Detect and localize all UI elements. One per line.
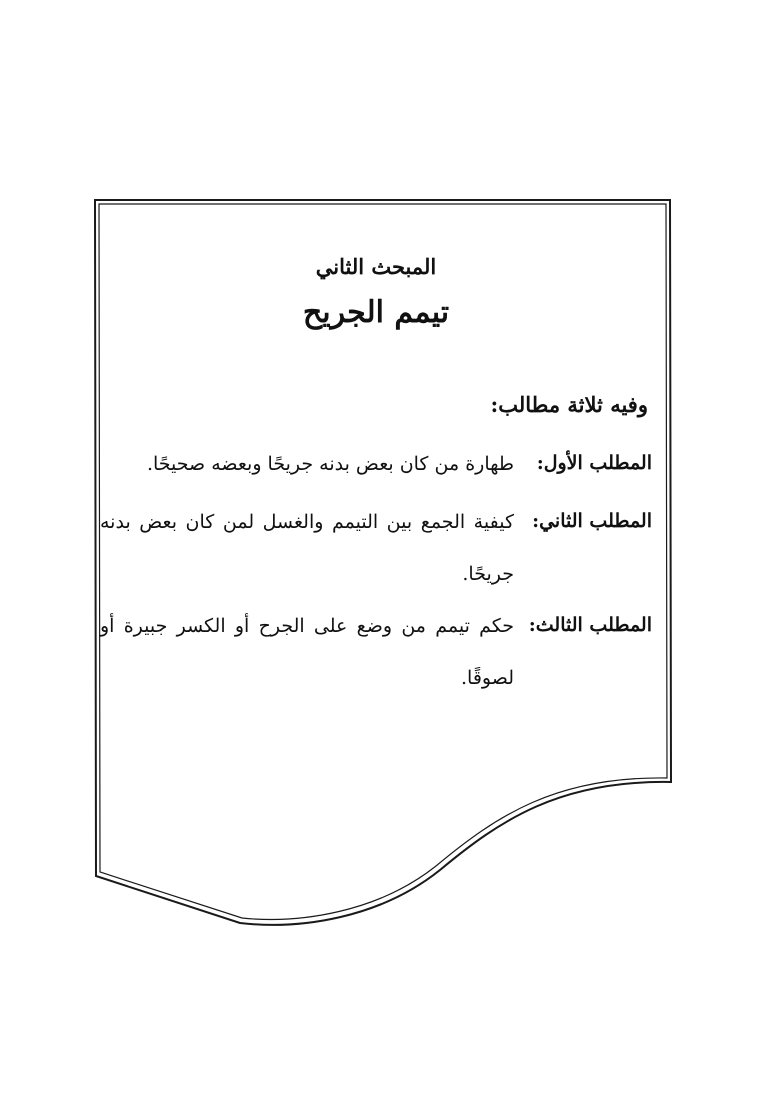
item-label: المطلب الثاني:	[532, 510, 652, 532]
section-label: المبحث الثاني	[315, 254, 437, 279]
intro-text: وفيه ثلاثة مطالب:	[490, 392, 648, 417]
list-item	[100, 600, 652, 704]
item-label: المطلب الأول:	[536, 452, 652, 474]
list-item	[100, 438, 652, 490]
list-item	[100, 496, 652, 600]
item-text: طهارة من كان بعض بدنه جريحًا وبعضه صحيحًا.	[146, 453, 514, 475]
item-text: كيفية الجمع بين التيمم والغسل لمن كان بعض بدنه جريحًا.	[100, 511, 514, 585]
section-title: تيمم الجريح	[302, 295, 450, 330]
item-label: المطلب الثالث:	[528, 614, 652, 636]
item-text: حكم تيمم من وضع على الجرح أو الكسر جبيرة أو لصوقًا.	[100, 615, 514, 689]
